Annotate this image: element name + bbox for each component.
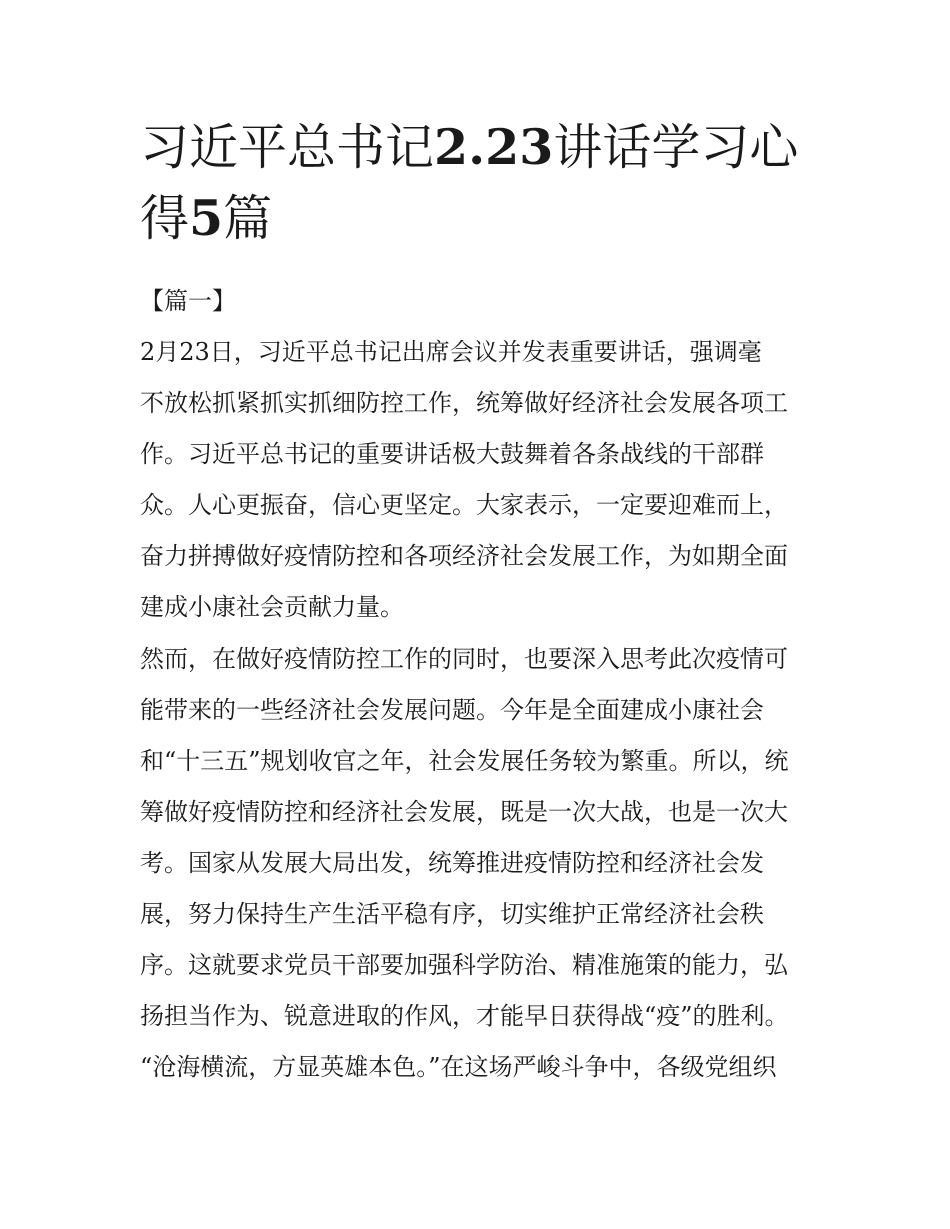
title-text: 讲话学习心 (553, 119, 799, 176)
paragraph-line: 展，努力保持生产生活平稳有序，切实维护正常经济社会秩 (140, 900, 764, 928)
paragraph-line: 不放松抓紧抓实抓细防控工作，统筹做好经济社会发展各项工 (140, 389, 788, 417)
document-title (140, 112, 840, 254)
paragraph-line: 扬担当作为、锐意进取的作风，才能早日获得战“疫”的胜利。 (140, 1002, 789, 1030)
paragraph-line: “沧海横流，方显英雄本色。”在这场严峻斗争中，各级党组织 (140, 1053, 777, 1081)
title-line-2 (140, 190, 272, 247)
title-text: 篇 (223, 190, 273, 247)
paragraph-line: 然而，在做好疫情防控工作的同时，也要深入思考此次疫情可 (140, 645, 788, 673)
paragraph (140, 634, 820, 1093)
paragraph-line: 筹做好疫情防控和经济社会发展，既是一次大战，也是一次大 (140, 798, 788, 826)
paragraph-line: 众。人心更振奋，信心更坚定。大家表示，一定要迎难而上， (140, 491, 788, 519)
title-text: 得 (140, 190, 190, 247)
paragraph-line: 和“十三五”规划收官之年，社会发展任务较为繁重。所以，统 (140, 747, 789, 775)
paragraph (140, 327, 820, 633)
title-text: 习近平总书记 (140, 119, 435, 176)
paragraph-line: 考。国家从发展大局出发，统筹推进疫情防控和经济社会发 (140, 849, 764, 877)
section-label: 【篇一】 (140, 287, 236, 315)
paragraph-line: 奋力拼搏做好疫情防控和各项经济社会发展工作，为如期全面 (140, 542, 788, 570)
paragraph-line: 作。习近平总书记的重要讲话极大鼓舞着各条战线的干部群 (140, 440, 764, 468)
title-line-1 (140, 119, 798, 176)
title-number: 5 (189, 189, 224, 247)
paragraph-line: 能带来的一些经济社会发展问题。今年是全面建成小康社会 (140, 696, 764, 724)
paragraph-line: 2月23日，习近平总书记出席会议并发表重要讲话，强调毫 (140, 338, 762, 366)
title-number: 2.23 (434, 118, 554, 176)
paragraph-line: 序。这就要求党员干部要加强科学防治、精准施策的能力，弘 (140, 951, 788, 979)
paragraph-line: 建成小康社会贡献力量。 (140, 593, 404, 621)
